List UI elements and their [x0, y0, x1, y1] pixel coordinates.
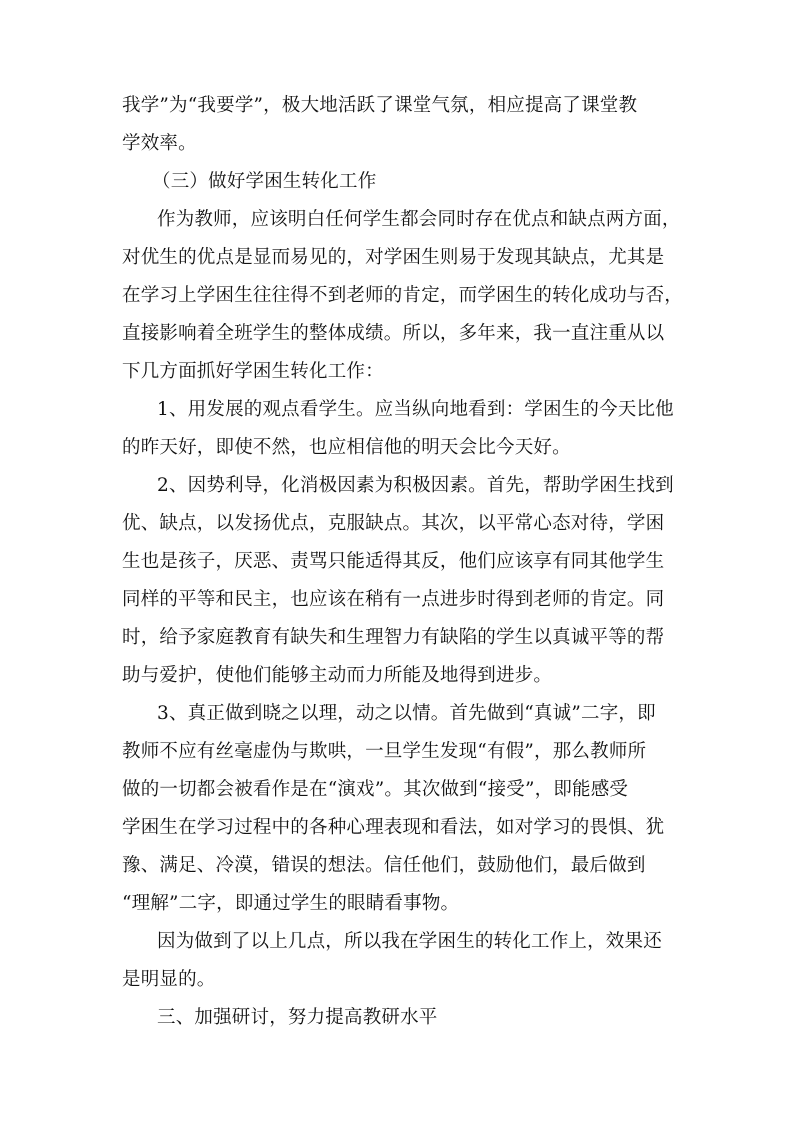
text-line: 3、真正做到晓之以理，动之以情。首先做到“真诚”二字，即	[157, 703, 656, 724]
text-line: 学困生在学习过程中的各种心理表现和看法，如对学习的畏惧、犹	[122, 817, 665, 838]
text-line: 生也是孩子，厌恶、责骂只能适得其反，他们应该享有同其他学生	[122, 551, 665, 572]
text-line: 在学习上学困生往往得不到老师的肯定，而学困生的转化成功与否，	[122, 285, 684, 306]
text-line: 2、因势利导，化消极因素为积极因素。首先，帮助学困生找到	[157, 475, 674, 496]
text-line: 优、缺点，以发扬优点，克服缺点。其次，以平常心态对待，学困	[122, 513, 665, 534]
text-line: 作为教师，应该明白任何学生都会同时存在优点和缺点两方面，	[157, 209, 681, 230]
text-line: 1、用发展的观点看学生。应当纵向地看到：学困生的今天比他	[157, 399, 674, 420]
text-line: 的昨天好，即使不然，也应相信他的明天会比今天好。	[122, 437, 571, 458]
text-line: 因为做到了以上几点，所以我在学困生的转化工作上，效果还	[157, 931, 662, 952]
text-line: 做的一切都会被看作是在“演戏”。其次做到“接受”，即能感受	[122, 779, 629, 800]
text-line: 我学”为“我要学”，极大地活跃了课堂气氛，相应提高了课堂教	[122, 95, 638, 116]
text-line: 时，给予家庭教育有缺失和生理智力有缺陷的学生以真诚平等的帮	[122, 627, 665, 648]
text-line: 学效率。	[122, 133, 197, 154]
text-line: 直接影响着全班学生的整体成绩。所以，多年来，我一直注重从以	[122, 323, 665, 344]
text-line: 下几方面抓好学困生转化工作：	[122, 361, 384, 382]
text-line: “理解”二字，即通过学生的眼睛看事物。	[122, 893, 460, 914]
section-heading: 三、加强研讨，努力提高教研水平	[157, 1007, 438, 1028]
text-line: 同样的平等和民主，也应该在稍有一点进步时得到老师的肯定。同	[122, 589, 665, 610]
text-line: 教师不应有丝毫虚伪与欺哄，一旦学生发现“有假”，那么教师所	[122, 741, 647, 762]
text-line: 豫、满足、冷漠，错误的想法。信任他们，鼓励他们，最后做到	[122, 855, 646, 876]
text-line: 对优生的优点是显而易见的，对学困生则易于发现其缺点，尤其是	[122, 247, 665, 268]
text-line: 助与爱护，使他们能够主动而力所能及地得到进步。	[122, 665, 553, 686]
text-line: 是明显的。	[122, 969, 216, 990]
section-heading: （三）做好学困生转化工作	[152, 171, 377, 192]
